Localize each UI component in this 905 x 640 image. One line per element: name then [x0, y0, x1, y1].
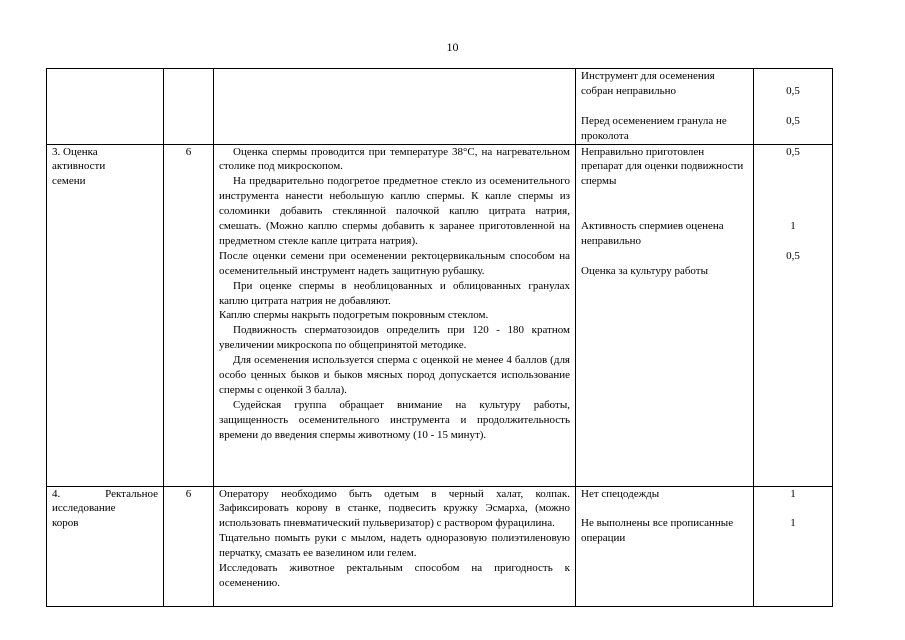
procedure-paragraph: При оценке спермы в необлицованных и облицованных гранулах каплю цитрата натрия не добавляют.: [219, 279, 570, 307]
stage-title: активности: [52, 160, 106, 173]
stage-title: семени: [52, 175, 86, 188]
procedure-paragraph: После оценки семени при осеменении ректоцервикальным способом на осеменительный инструмент надеть защитную рубашку.: [219, 249, 570, 277]
criterion: Перед осеменением гранула не проколота: [581, 114, 727, 142]
criteria-cell: [576, 144, 754, 486]
score-cell: [754, 144, 833, 486]
procedure-cell: [214, 486, 576, 606]
procedure-paragraph: На предварительно подогретое предметное стекло из осеменительного инструмента нанести небольшую каплю спермы. К капле спермы из соломинки добавить стеклянной палочкой каплю цитрата натрия, смешать. (Можно каплю спермы добавить к заранее приготовленной на предметном стекле капле цитрата натрия).: [219, 175, 570, 247]
procedure-paragraph: Для осеменения используется сперма с оценкой не менее 4 баллов (для особо ценных быков и быков мясных пород допускается использование спермы с оценкой 3 балла).: [219, 354, 570, 397]
procedure-paragraph: Исследовать животное ректальным способом на пригодность к осеменению.: [219, 562, 570, 589]
page-number: 10: [446, 40, 459, 54]
score: 1: [790, 219, 796, 232]
criterion: Нет спецодежды: [581, 487, 660, 500]
procedure-cell: [214, 69, 576, 145]
score-cell: [754, 69, 833, 145]
table-row: [47, 486, 833, 606]
criteria-cell: [576, 69, 754, 145]
stage-title: [52, 487, 158, 502]
procedure-paragraph: Тщательно помыть руки с мылом, надеть одноразовую полиэтиленовую перчатку, смазать ее вазелином или гелем.: [219, 532, 570, 560]
score: 1: [790, 517, 796, 530]
stage-number: 4.: [52, 487, 61, 500]
points-cell: 6: [164, 486, 214, 606]
stage-cell: [47, 144, 164, 486]
points-cell: [164, 69, 214, 145]
procedure-paragraph: Судейская группа обращает внимание на культуру работы, защищенность осеменительного инструмента и продолжительность времени до введения спермы животному (10 - 15 минут).: [219, 398, 570, 441]
points-cell: 6: [164, 144, 214, 486]
score: 1: [790, 487, 796, 500]
stage-title: коров: [52, 517, 79, 530]
score: 0,5: [786, 114, 800, 127]
stage-cell: [47, 486, 164, 606]
procedure-paragraph: Оператору необходимо быть одетым в черный халат, колпак. Зафиксировать корову в станке, подвесить кружку Эсмарха, (можно использовать пневматический пульверизатор) с раствором фурацилина.: [219, 487, 570, 530]
score-cell: [754, 486, 833, 606]
stage-cell: [47, 69, 164, 145]
score: 0,5: [786, 84, 800, 97]
procedure-paragraph: Подвижность сперматозоидов определить при 120 - 180 кратном увеличении микроскопа по общепринятой методике.: [219, 324, 570, 352]
criterion: Оценка за культуру работы: [581, 264, 708, 277]
assessment-table: [46, 68, 833, 607]
criterion: Инструмент для осеменения собран неправильно: [581, 70, 715, 97]
criterion: Неправильно приготовлен препарат для оценки подвижности спермы: [581, 145, 744, 188]
procedure-paragraph: Оценка спермы проводится при температуре 38°С, на нагревательном столике под микроскопом.: [219, 145, 570, 173]
procedure-paragraph: Каплю спермы накрыть подогретым покровным стеклом.: [219, 309, 489, 322]
stage-word: Ректальное: [105, 487, 158, 500]
table-row: [47, 69, 833, 145]
procedure-cell: [214, 144, 576, 486]
criterion: Активность спермиев оценена неправильно: [581, 220, 724, 247]
score: 0,5: [786, 145, 800, 158]
stage-title: исследование: [52, 502, 116, 515]
table-row: [47, 144, 833, 486]
score: 0,5: [786, 249, 800, 262]
stage-title: 3. Оценка: [52, 145, 98, 158]
criterion: Не выполнены все прописанные операции: [581, 517, 734, 545]
criteria-cell: [576, 486, 754, 606]
